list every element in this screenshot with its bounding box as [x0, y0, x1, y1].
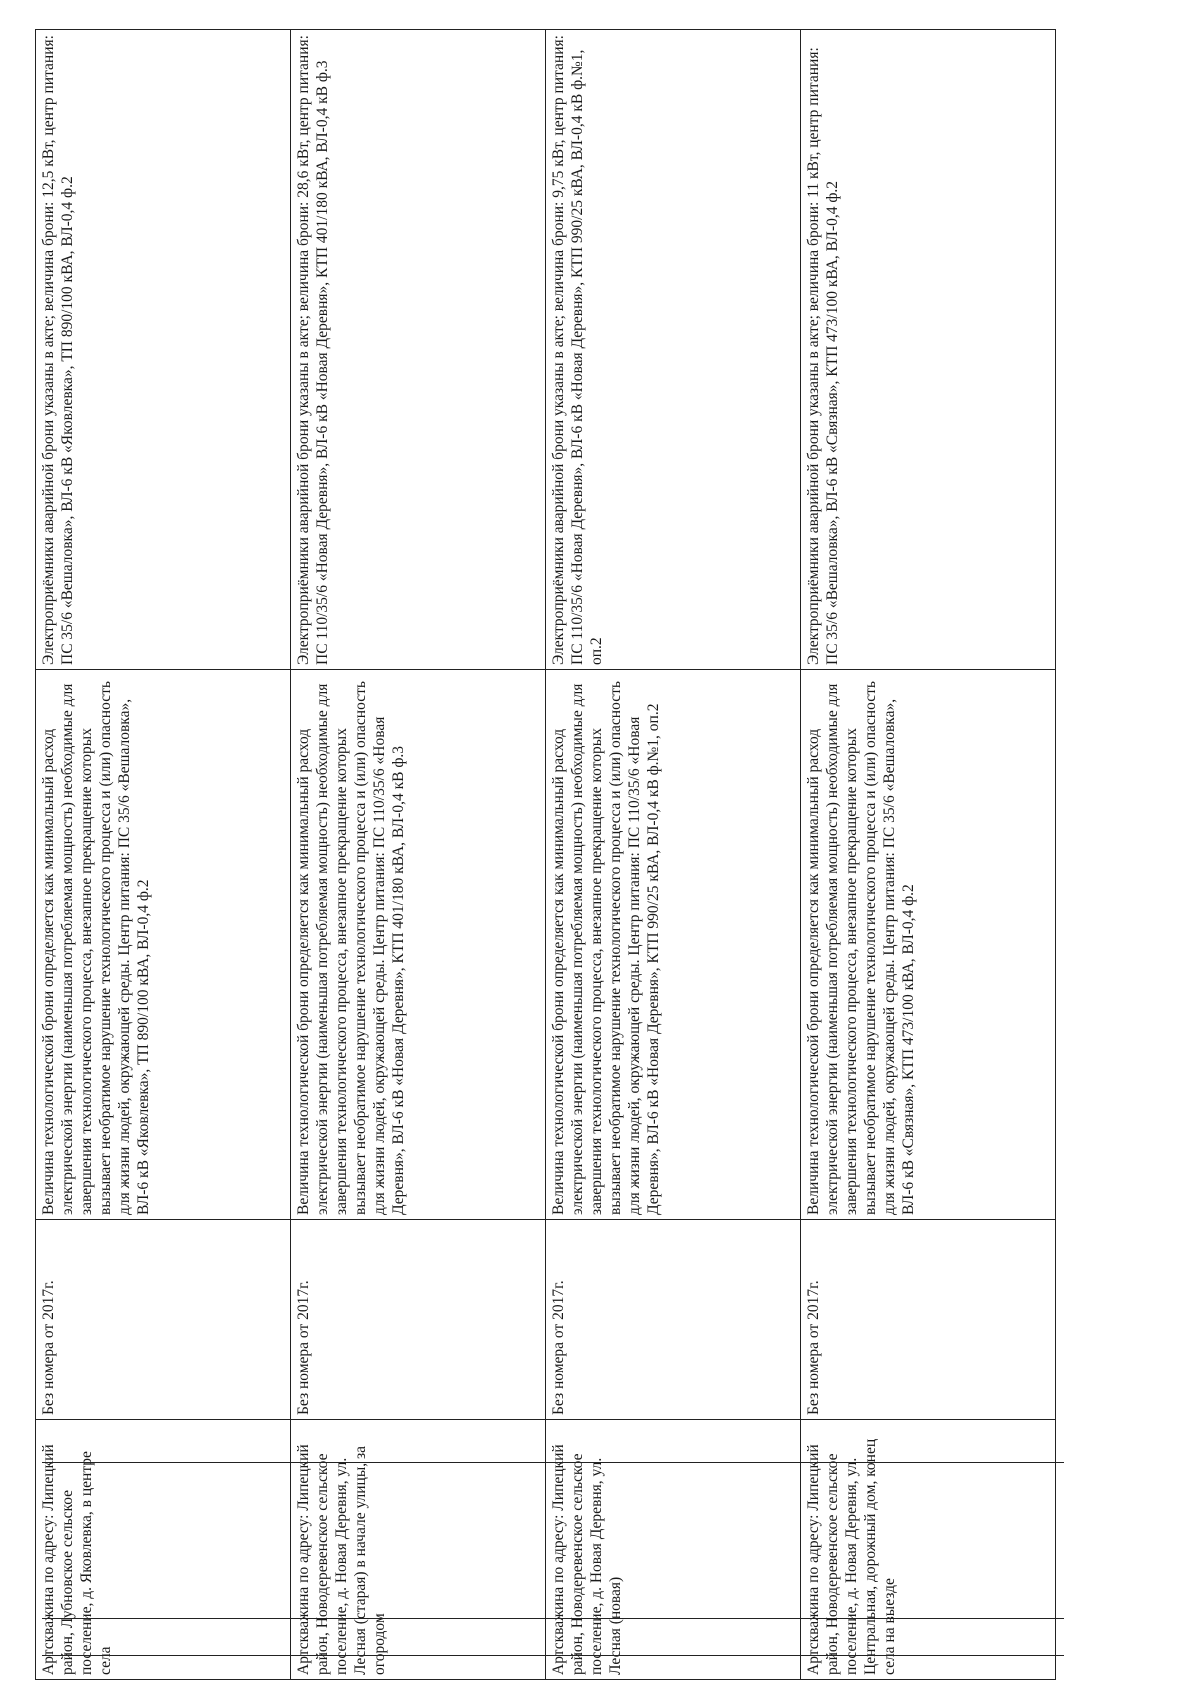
table-row — [36, 30, 291, 1680]
object-cell: Артскважина по адресу: Липецкий район, Новодеревенское сельское поселение, д. Новая Деревня, ул. Лесная (новая) — [546, 1420, 801, 1680]
act-cell: Без номера от 2017г. — [546, 1220, 801, 1420]
signature-line — [42, 1655, 1064, 1656]
rotated-page — [35, 30, 1055, 1680]
act-cell: Без номера от 2017г. — [801, 1220, 1056, 1420]
signature-line — [42, 1462, 1064, 1463]
reserve-table — [35, 29, 1056, 1680]
emergency-reserve-cell: Электроприёмники аварийной брони указаны в акте; величина брони: 9,75 кВт, центр питания: ПС 110/35/6 «Новая Деревня», ВЛ-6 кВ «Новая Деревня», КТП 990/25 кВА, ВЛ-0,4 кВ ф.№1, оп.2 — [546, 30, 801, 670]
emergency-reserve-cell: Электроприёмники аварийной брони указаны в акте; величина брони: 12,5 кВт, центр питания: ПС 35/6 «Вешаловка», ВЛ-6 кВ «Яковлевка», ТП 890/100 кВА, ВЛ-0,4 ф.2 — [36, 30, 291, 670]
object-cell: Артскважина по адресу: Липецкий район, Лубновское сельское поселение, д. Яковлевка, в центре села — [36, 1420, 291, 1680]
tech-reserve-cell: Величина технологической брони определяется как минимальный расход электрической энергии (наименьшая потребляемая мощность) необходимые для завершения технологического процесса, внезапное прекращение которых вызывает необратимое нарушение технологического процесса и (или) опасность для жизни людей, окружающей среды. Центр питания: ПС 35/6 «Вешаловка», ВЛ-6 кВ «Связная», КТП 473/100 кВА, ВЛ-0,4 ф.2 — [801, 670, 1056, 1220]
tech-reserve-cell: Величина технологической брони определяется как минимальный расход электрической энергии (наименьшая потребляемая мощность) необходимые для завершения технологического процесса, внезапное прекращение которых вызывает необратимое нарушение технологического процесса и (или) опасность для жизни людей, окружающей среды. Центр питания: ПС 110/35/6 «Новая Деревня», ВЛ-6 кВ «Новая Деревня», КТП 401/180 кВА, ВЛ-0,4 кВ ф.3 — [291, 670, 546, 1220]
object-cell: Артскважина по адресу: Липецкий район, Новодеревенское сельское поселение, д. Новая Деревня, ул. Лесная (старая) в начале улицы, за огородом — [291, 1420, 546, 1680]
emergency-reserve-cell: Электроприёмники аварийной брони указаны в акте; величина брони: 11 кВт, центр питания: ПС 35/6 «Вешаловка», ВЛ-6 кВ «Связная», КТП 473/100 кВА, ВЛ-0,4 ф.2 — [801, 30, 1056, 670]
object-cell: Артскважина по адресу: Липецкий район, Новодеревенское сельское поселение, д. Новая Деревня, ул. Центральная, дорожный дом, конец села на выезде — [801, 1420, 1056, 1680]
table-row — [546, 30, 801, 1680]
tech-reserve-cell: Величина технологической брони определяется как минимальный расход электрической энергии (наименьшая потребляемая мощность) необходимые для завершения технологического процесса, внезапное прекращение которых вызывает необратимое нарушение технологического процесса и (или) опасность для жизни людей, окружающей среды. Центр питания: ПС 35/6 «Вешаловка», ВЛ-6 кВ «Яковлевка», ТП 890/100 кВА, ВЛ-0,4 ф.2 — [36, 670, 291, 1220]
act-cell: Без номера от 2017г. — [291, 1220, 546, 1420]
signature-line — [42, 1618, 1064, 1619]
table-row — [291, 30, 546, 1680]
table-row — [801, 30, 1056, 1680]
tech-reserve-cell: Величина технологической брони определяется как минимальный расход электрической энергии (наименьшая потребляемая мощность) необходимые для завершения технологического процесса, внезапное прекращение которых вызывает необратимое нарушение технологического процесса и (или) опасность для жизни людей, окружающей среды. Центр питания: ПС 110/35/6 «Новая Деревня», ВЛ-6 кВ «Новая Деревня», КТП 990/25 кВА, ВЛ-0,4 кВ ф.№1, оп.2 — [546, 670, 801, 1220]
act-cell: Без номера от 2017г. — [36, 1220, 291, 1420]
emergency-reserve-cell: Электроприёмники аварийной брони указаны в акте; величина брони: 28,6 кВт, центр питания: ПС 110/35/6 «Новая Деревня», ВЛ-6 кВ «Новая Деревня», КТП 401/180 кВА, ВЛ-0,4 кВ ф.3 — [291, 30, 546, 670]
